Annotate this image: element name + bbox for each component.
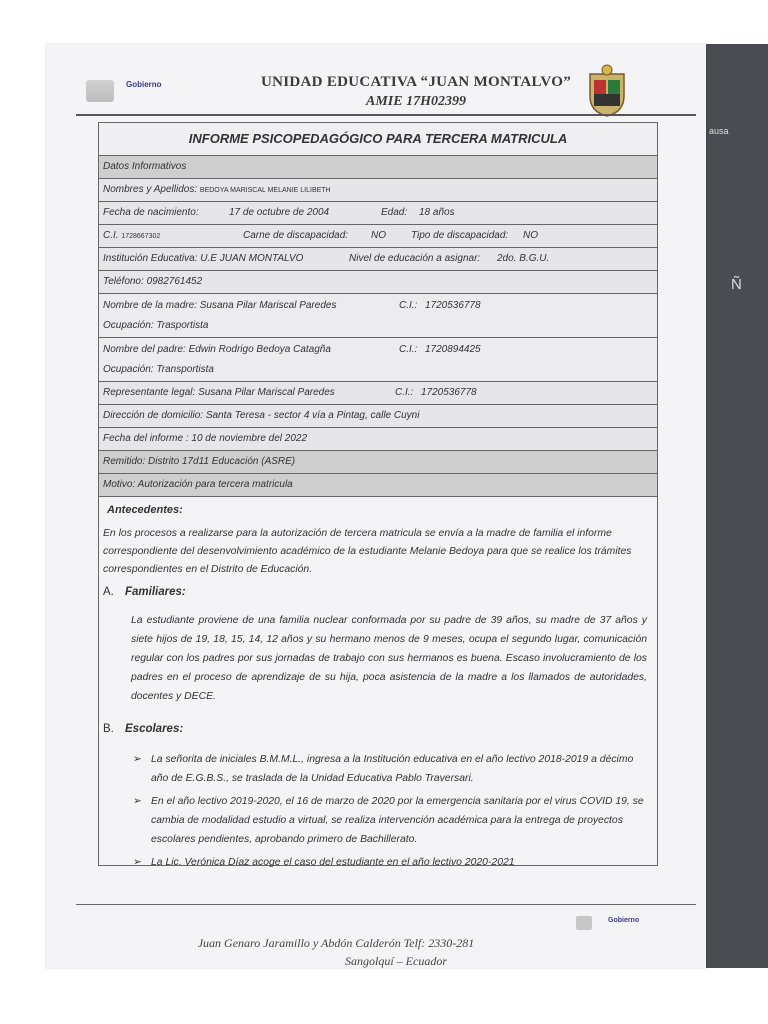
antecedentes-text: En los procesos a realizarse para la autorización de tercera matricula se envía a la madre de familia el informe correspondiente del desenvolvimiento académico de la estudiante Melanie Bedoya para que se realice los trámites correspondientes en el Distrito de Educación. [103, 528, 632, 575]
escolares-letter: B. [103, 723, 114, 735]
report-body [99, 501, 657, 868]
padre-value: Edwin Rodrigo Bedoya Catagña [188, 344, 331, 355]
familiares-heading [103, 583, 653, 601]
row-padre [99, 338, 657, 382]
fecha-informe-label: Fecha del informe : [103, 433, 189, 444]
form-title: INFORME PSICOPEDAGÓGICO PARA TERCERA MATRICULA [99, 123, 657, 156]
remitido-label: Remitido: [103, 456, 146, 467]
institucion-label: Institución Educativa: [103, 253, 198, 264]
footer-address-block [106, 934, 566, 970]
row-direccion [99, 405, 657, 428]
madre-label: Nombre de la madre: [103, 300, 197, 311]
direccion-label: Dirección de domicilio: [103, 410, 204, 421]
tipo-value: NO [523, 230, 538, 241]
list-item [133, 853, 649, 872]
nombres-label: Nombres y Apellidos: [103, 184, 198, 195]
fecha-nacimiento-value: 17 de octubre de 2004 [229, 207, 330, 218]
escolares-title: Escolares: [125, 723, 184, 735]
ministry-logos [86, 70, 226, 110]
footer-address: Juan Genaro Jaramillo y Abdón Calderón Telf: 2330-281 [197, 936, 475, 950]
row-fecha-nacimiento [99, 202, 657, 225]
bullet-text: La señorita de iniciales B.M.M.L., ingresa a la Institución educativa en el año lectivo 2018-2019 a décimo año de E.G.B.S., se traslada de la Unidad Educativa Pablo Traversari. [151, 754, 634, 784]
arrow-bullet-icon: ➢ [133, 754, 142, 765]
familiares-text: La estudiante proviene de una familia nuclear conformada por su padre de 39 años, su madre de 37 años y siete hijos de 19, 18, 15, 14, 12 años y su hermano menos de 9 meses, ocupa el segundo lugar, comunicación regular con los padres por sus jornadas de trabajo con sus hermanos es buena. Escaso involucramiento de los padres en el proceso de aprendizaje de su hija, poca asistencia de la madre a los llamados de autoridades, docentes y DECE. [131, 615, 647, 702]
nombres-value: BEDOYA MARISCAL MELANIE LILIBETH [199, 187, 331, 194]
footer-city: Sangolquí – Ecuador [345, 954, 447, 968]
list-item [133, 792, 649, 849]
escolares-list [103, 750, 653, 872]
madre-ocupacion-label: Ocupación: [103, 320, 154, 331]
row-nombres [99, 179, 657, 202]
carne-value: NO [371, 230, 386, 241]
direccion-value: Santa Teresa - sector 4 vía a Pintag, calle Cuyni [205, 410, 420, 421]
escolares-heading [103, 720, 653, 738]
padre-label: Nombre del padre: [103, 344, 186, 355]
row-remitido [99, 451, 657, 474]
madre-value: Susana Pilar Mariscal Paredes [199, 300, 337, 311]
ci-label: C.I. [103, 230, 119, 241]
row-fecha-informe [99, 428, 657, 451]
fecha-nacimiento-label: Fecha de nacimiento: [103, 207, 199, 218]
ci-value: 1728667302 [121, 233, 161, 240]
row-representante [99, 382, 657, 405]
padre-ci-label: C.I.: [399, 344, 418, 355]
report-form [98, 122, 658, 866]
edad-value: 18 años [419, 207, 455, 218]
nivel-value: 2do. B.G.U. [497, 253, 550, 264]
padre-ocupacion-value: Transportista [156, 364, 214, 375]
section-datos-informativos: Datos Informativos [99, 156, 657, 179]
antecedentes-title: Antecedentes: [107, 504, 183, 516]
padre-ci-value: 1720894425 [425, 344, 481, 355]
madre-ocupacion-value: Trasportista [156, 320, 209, 331]
motivo-value: Autorización para tercera matricula [137, 479, 293, 490]
padre-ocupacion-label: Ocupación: [103, 364, 154, 375]
header-divider [76, 114, 696, 116]
footer-shield-icon [576, 916, 592, 930]
government-logo-text: Gobierno [126, 80, 162, 89]
telefono-label: Teléfono: [103, 276, 144, 287]
background-edge-letter: Ñ [731, 276, 742, 293]
remitido-value: Distrito 17d11 Educación (ASRE) [148, 456, 296, 467]
representante-value: Susana Pilar Mariscal Paredes [198, 387, 335, 398]
representante-ci-label: C.I.: [395, 387, 414, 398]
document-page [46, 44, 706, 968]
bullet-text: La Lic. Verónica Díaz acoge el caso del estudiante en el año lectivo 2020-2021 [151, 857, 515, 868]
school-crest-icon [584, 64, 630, 118]
arrow-bullet-icon: ➢ [133, 857, 142, 868]
row-telefono [99, 271, 657, 294]
representante-label: Representante legal: [103, 387, 196, 398]
list-item [133, 750, 649, 788]
institucion-value: U.E JUAN MONTALVO [200, 253, 304, 264]
row-motivo [99, 474, 657, 497]
carne-label: Carne de discapacidad: [243, 230, 349, 241]
footer-logos [536, 914, 666, 936]
letterhead [76, 60, 676, 120]
madre-ci-value: 1720536778 [425, 300, 481, 311]
row-ci-discapacidad [99, 225, 657, 248]
madre-ci-label: C.I.: [399, 300, 418, 311]
bullet-text: En el año lectivo 2019-2020, el 16 de marzo de 2020 por la emergencia sanitaria por el virus COVID 19, se cambia de modalidad estudio a virtual, se realiza intervención académica para la entrega de proyectos escolares pendientes, aprobando primero de Bachillerato. [151, 796, 644, 845]
school-name: UNIDAD EDUCATIVA “JUAN MONTALVO” [260, 74, 572, 90]
familiares-title: Familiares: [125, 586, 186, 598]
background-edge-text: ausa [709, 126, 729, 136]
telefono-value: 0982761452 [146, 276, 203, 287]
fecha-informe-value: 10 de noviembre del 2022 [191, 433, 308, 444]
motivo-label: Motivo: [103, 479, 136, 490]
row-institucion [99, 248, 657, 271]
footer-government-logo-text: Gobierno [608, 917, 640, 924]
representante-ci-value: 1720536778 [421, 387, 477, 398]
amie-code: AMIE 17H02399 [366, 94, 466, 109]
row-madre [99, 294, 657, 338]
ministry-shield-icon [86, 80, 114, 102]
edad-label: Edad: [381, 207, 408, 218]
arrow-bullet-icon: ➢ [133, 796, 142, 807]
nivel-label: Nivel de educación a asignar: [349, 253, 481, 264]
familiares-letter: A. [103, 586, 114, 598]
tipo-label: Tipo de discapacidad: [411, 230, 509, 241]
footer-divider [76, 904, 696, 905]
